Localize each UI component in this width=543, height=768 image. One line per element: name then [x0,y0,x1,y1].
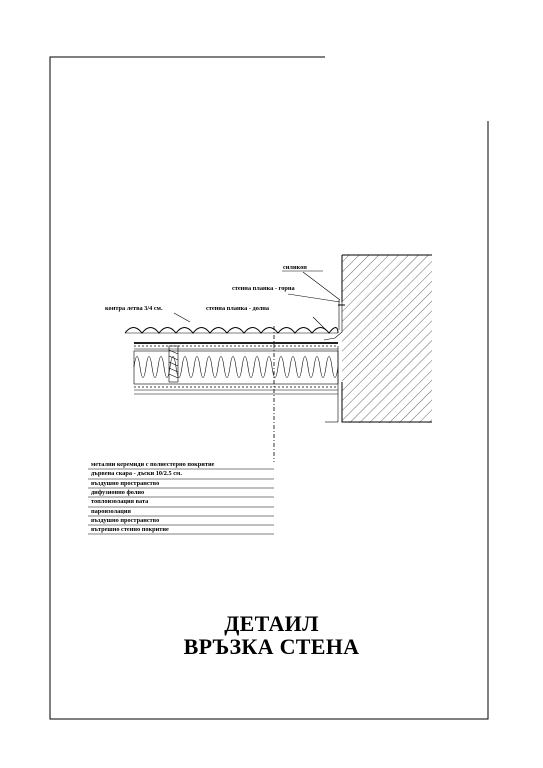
drawing-title-line2: ВРЪЗКА СТЕНА [183,634,360,659]
insulation-pattern [134,357,338,378]
wall-flashing [324,300,345,340]
legend-item: вътрешно стенно покритие [91,526,169,533]
legend-item: топлоизолация вата [91,498,149,505]
metal-tiles-line [125,328,338,334]
drawing-title-line1: ДЕТАИЛ [224,611,319,636]
legend-item: пароизолация [91,508,131,515]
callout-counter-batten: контра летва 3/4 см. [105,305,163,312]
legend-item: метални керемиди с полиестерно покритие [91,461,215,468]
callout-wall-flashing-bottom: стенна планка - долна [206,305,270,312]
callout-silicone: силикон [283,264,307,271]
legend-item: въздушно пространство [91,480,160,487]
legend-item: дървена скара - дъски 10/2.5 см. [91,470,182,477]
legend-item: дифузионно фолио [91,489,145,496]
callout-leaders [174,271,340,330]
legend-item: въздушно пространство [91,517,160,524]
masonry-wall [325,255,432,423]
callout-wall-flashing-top: стенна планка - горна [232,285,295,292]
roof-buildup [125,326,338,462]
